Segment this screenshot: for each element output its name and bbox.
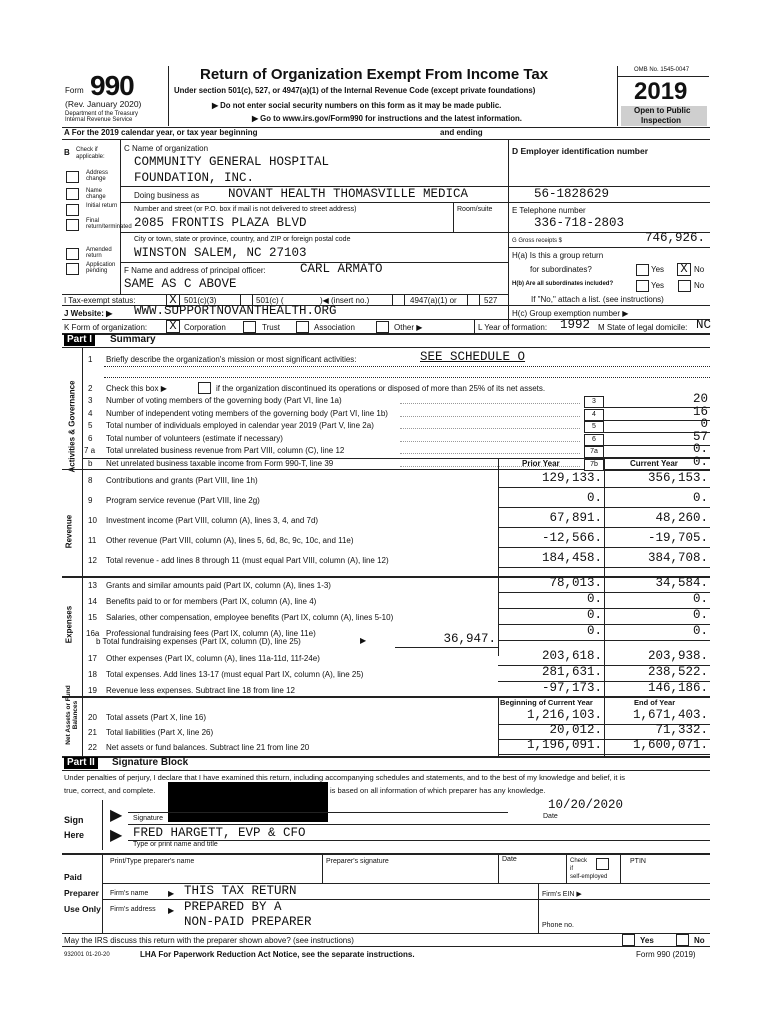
status-501c3-checkbox[interactable]: X (166, 294, 180, 307)
principal-officer-name: CARL ARMATO (300, 262, 383, 276)
tax-year-ending: and ending (440, 128, 483, 137)
firm-name-value: THIS TAX RETURN (184, 884, 297, 898)
principal-officer-address: SAME AS C ABOVE (124, 277, 237, 291)
line-number: 12 (88, 556, 97, 565)
trust-label: Trust (262, 323, 280, 332)
col-current-year: Current Year (630, 459, 678, 468)
line-rule (498, 507, 710, 508)
dept-treasury: Department of the Treasury (65, 111, 139, 117)
attach-list-note: If "No," attach a list. (see instructions) (531, 295, 664, 304)
current-year-value: 1,600,071. (632, 738, 708, 752)
part2-title: Signature Block (112, 757, 189, 768)
sign-arrow-1: ▶ (110, 807, 123, 824)
other-org-checkbox[interactable] (376, 321, 389, 333)
initial-return-label: Initial return (86, 203, 118, 209)
discuss-yes-checkbox[interactable] (622, 934, 635, 946)
line-label: Total liabilities (Part X, line 26) (106, 728, 214, 737)
line-label: Other revenue (Part VIII, column (A), lines 5, 6d, 8c, 9c, 10c, and 11e) (106, 536, 354, 545)
line-number: 19 (88, 686, 97, 695)
amended-return-label: Amended return (86, 247, 112, 259)
name-change-label: Name change (86, 188, 106, 200)
line1-label: Briefly describe the organization's mission or most significant activities: (106, 355, 357, 364)
gov-line-box: 5 (584, 421, 604, 433)
col-end-of-year: End of Year (634, 698, 676, 707)
current-year-value: 203,938. (647, 649, 708, 663)
dba-label: Doing business as (134, 191, 200, 200)
side-revenue: Revenue (64, 514, 74, 549)
gov-line-leader (400, 403, 580, 404)
final-return-label: Final return/terminated (86, 218, 132, 230)
trust-checkbox[interactable] (243, 321, 256, 333)
subordinates-yes-label: Yes (651, 281, 665, 290)
line-number: 17 (88, 654, 97, 663)
street-label: Number and street (or P.O. box if mail is not delivered to street address) (134, 206, 357, 213)
other-org-label: Other ▶ (394, 323, 423, 332)
line16b-value: 36,947. (443, 632, 496, 646)
group-return-yes-label: Yes (651, 265, 665, 274)
line-number: 16a (86, 629, 100, 638)
gov-line-leader (400, 416, 580, 417)
gov-line-label: Net unrelated business taxable income from Form 990-T, line 39 (106, 459, 334, 468)
line-number: 22 (88, 743, 97, 752)
prior-year-value: 67,891. (549, 511, 602, 525)
group-return-label: H(a) Is this a group return (512, 251, 604, 260)
open-to-public: Open to Public (634, 106, 691, 115)
city-state-zip: WINSTON SALEM, NC 27103 (134, 246, 307, 260)
subordinates-no-label: No (694, 281, 705, 290)
ein-label: D Employer identification number (512, 146, 649, 156)
prior-year-value: -12,566. (541, 531, 602, 545)
gov-line-value: 0. (692, 455, 708, 469)
prior-year-value: 184,458. (541, 551, 602, 565)
self-employed-checkbox[interactable] (596, 858, 609, 870)
line-label: Total expenses. Add lines 13-17 (must equal Part IX, column (A), line 25) (106, 670, 364, 679)
gov-line-number: 6 (88, 433, 93, 443)
status-501c-label: 501(c) ( (256, 296, 284, 305)
lha-notice: LHA For Paperwork Reduction Act Notice, see the separate instructions. (140, 950, 415, 959)
line2-number: 2 (88, 384, 93, 393)
check-if-label: if (570, 866, 573, 872)
current-year-value: 238,522. (647, 665, 708, 679)
signature-label: Signature (133, 815, 163, 822)
use-only-label: Use Only (64, 904, 101, 914)
line16b-arrow: ▶ (360, 636, 367, 645)
gov-line-leader (400, 441, 580, 442)
line2-description: if the organization discontinued its operations or disposed of more than 25% of its net assets. (216, 384, 546, 393)
line-number: 15 (88, 613, 97, 622)
prior-year-value: 0. (586, 491, 602, 505)
gov-line-box: 3 (584, 396, 604, 408)
line-rule (498, 567, 710, 568)
group-return-no-label: No (694, 265, 705, 274)
group-return-subordinates: for subordinates? (530, 265, 592, 274)
subordinates-no-checkbox[interactable] (678, 280, 691, 292)
prior-year-value: 281,631. (541, 665, 602, 679)
prior-year-value: 0. (586, 624, 602, 638)
part1-title: Summary (110, 334, 156, 345)
phone-no-label: Phone no. (542, 922, 574, 929)
gov-line-number: 5 (88, 421, 93, 431)
line-number: 18 (88, 670, 97, 679)
amended-return-checkbox[interactable] (66, 248, 79, 260)
line-label: Salaries, other compensation, employee benefits (Part IX, column (A), lines 5-10) (106, 613, 394, 622)
group-return-no-checkbox[interactable]: X (677, 263, 691, 276)
gov-line-value: 16 (692, 404, 708, 419)
col-prior-year: Prior Year (522, 459, 560, 468)
line-label: Revenue less expenses. Subtract line 18 from line 12 (106, 686, 295, 695)
line-number: 11 (88, 536, 97, 545)
discuss-no-label: No (694, 936, 705, 945)
line-rule (498, 697, 710, 698)
line-rule (498, 640, 710, 641)
city-label: City or town, state or province, country, and ZIP or foreign postal code (134, 236, 351, 243)
line1-mission: SEE SCHEDULE O (420, 350, 526, 364)
form-of-org-label: K Form of organization: (64, 323, 148, 332)
street-address: 2085 FRONTIS PLAZA BLVD (134, 216, 307, 230)
gov-line-box: 7b (584, 459, 604, 471)
form-number: 990 (90, 70, 134, 101)
gov-line-label: Total unrelated business revenue from Part VIII, column (C), line 12 (106, 446, 345, 456)
col-beginning-year: Beginning of Current Year (500, 698, 593, 707)
prior-year-value: 203,618. (541, 649, 602, 663)
dept-irs: Internal Revenue Service (65, 117, 133, 123)
preparer-date-label: Date (502, 856, 517, 863)
perjury-statement-1: Under penalties of perjury, I declare that I have examined this return, including accompanying schedules and statements, and to the best of my knowledge and belief, it is (64, 773, 626, 782)
gov-line-value: 0 (700, 417, 708, 432)
prior-year-value: 129,133. (541, 471, 602, 485)
form-reference: Form 990 (2019) (636, 950, 696, 959)
current-year-value: -19,705. (647, 531, 708, 545)
gov-line-leader (400, 453, 580, 454)
form-code: 932001 01-20-20 (64, 952, 110, 958)
line-number: 8 (88, 476, 93, 485)
firm-address-line2: NON-PAID PREPARER (184, 915, 312, 929)
line-number: 21 (88, 728, 97, 737)
line-number: 20 (88, 713, 97, 722)
check-if-applicable: Check if applicable: (76, 147, 105, 160)
prior-year-value: 0. (586, 592, 602, 606)
firm-name-label: Firm's name (110, 890, 149, 897)
prior-year-value: 1,216,103. (526, 708, 602, 722)
form-subtitle: Under section 501(c), 527, or 4947(a)(1) of the Internal Revenue Code (except private foundations) (174, 86, 536, 95)
org-name-line1: COMMUNITY GENERAL HOSPITAL (134, 155, 330, 169)
status-527-label: 527 (484, 296, 498, 305)
telephone-value: 336-718-2803 (534, 216, 625, 230)
discontinued-operations-checkbox[interactable] (198, 382, 211, 394)
current-year-value: 0. (692, 624, 708, 638)
line-rule (498, 754, 710, 755)
current-year-value: 356,153. (647, 471, 708, 485)
group-exemption-label: H(c) Group exemption number ▶ (512, 309, 629, 318)
current-year-value: 1,671,403. (632, 708, 708, 722)
current-year-value: 0. (692, 491, 708, 505)
current-year-value: 0. (692, 592, 708, 606)
part1-label: Part I (64, 334, 95, 346)
line-label: Benefits paid to or for members (Part IX, column (A), line 4) (106, 597, 317, 606)
ptin-label: PTIN (630, 858, 646, 865)
inspection: Inspection (641, 116, 682, 125)
line2-label: Check this box ▶ (106, 384, 167, 393)
gov-line-number: b (88, 459, 93, 468)
redaction-box (168, 782, 328, 822)
org-name-line2: FOUNDATION, INC. (134, 171, 255, 185)
line-label: Grants and similar amounts paid (Part IX, column (A), lines 1-3) (106, 581, 331, 590)
gov-line-number: 4 (88, 408, 93, 418)
signature-date: 10/20/2020 (548, 798, 624, 812)
current-year-value: 384,708. (647, 551, 708, 565)
tax-year-row: A For the 2019 calendar year, or tax year beginning (64, 128, 258, 137)
application-pending-checkbox[interactable] (66, 263, 79, 275)
ssn-note: ▶ Do not enter social security numbers on this form as it may be made public. (212, 101, 502, 110)
line-label: Professional fundraising fees (Part IX, column (A), line 11e) (106, 629, 316, 638)
firm-name-arrow: ▶ (168, 889, 175, 898)
dba-value: NOVANT HEALTH THOMASVILLE MEDICA (228, 187, 469, 201)
group-return-yes-checkbox[interactable] (636, 264, 649, 276)
check-label: Check (570, 858, 588, 864)
line-label: Total assets (Part X, line 16) (106, 713, 207, 722)
corporation-checkbox[interactable]: X (166, 320, 180, 333)
line-rule (498, 527, 710, 528)
gross-receipts-value: 746,926. (645, 231, 706, 245)
gov-line-box: 7a (584, 446, 604, 458)
current-year-value: 34,584. (655, 576, 708, 590)
line-label: Net assets or fund balances. Subtract line 21 from line 20 (106, 743, 310, 752)
gov-line-number: 3 (88, 396, 93, 405)
gov-line-value: 57 (692, 429, 708, 444)
line-rule (498, 487, 710, 488)
ein-value: 56-1828629 (534, 187, 610, 201)
line-number: 10 (88, 516, 97, 525)
line1-number: 1 (88, 355, 93, 364)
irs-discuss-question: May the IRS discuss this return with the preparer shown above? (see instructions) (64, 936, 354, 945)
perjury-statement-2a: true, correct, and complete. (64, 786, 156, 795)
line-label: Investment income (Part VIII, column (A), lines 3, 4, and 7d) (106, 516, 319, 525)
tax-year: 2019 (634, 78, 688, 105)
section-b-label: B (64, 148, 70, 157)
prior-year-value: 1,196,091. (526, 738, 602, 752)
address-change-label: Address change (86, 170, 109, 182)
preparer-name-label: Print/Type preparer's name (110, 858, 195, 865)
side-activities-governance: Activities & Governance (67, 380, 77, 473)
form-label: Form (65, 86, 84, 95)
gov-line-value: 0. (692, 442, 708, 457)
application-pending-label: Application pending (86, 262, 116, 274)
discuss-no-checkbox[interactable] (676, 934, 689, 946)
firm-address-line1: PREPARED BY A (184, 900, 282, 914)
gross-receipts-label: G Gross receipts $ (512, 238, 563, 244)
prior-year-value: 20,012. (549, 723, 602, 737)
prior-year-value: 0. (586, 608, 602, 622)
line-label: Total revenue - add lines 8 through 11 (must equal Part VIII, column (A), line 12) (106, 556, 389, 565)
omb-number: OMB No. 1545-0047 (634, 67, 690, 73)
gov-line-leader (400, 466, 580, 467)
address-change-checkbox[interactable] (66, 171, 79, 183)
line-label: Program service revenue (Part VIII, line 2g) (106, 496, 260, 505)
subordinates-included-label: H(b) Are all subordinates included? (512, 281, 614, 287)
initial-return-checkbox[interactable] (66, 204, 79, 216)
line-number: 9 (88, 496, 93, 505)
gov-line-label: Total number of individuals employed in calendar year 2019 (Part V, line 2a) (106, 421, 374, 431)
date-label: Date (543, 813, 558, 820)
legal-domicile-label: M State of legal domicile: (598, 323, 688, 332)
final-return-checkbox[interactable] (66, 219, 79, 231)
prior-year-value: -97,173. (541, 681, 602, 695)
discuss-yes-label: Yes (640, 936, 654, 945)
firm-ein-label: Firm's EIN ▶ (542, 891, 582, 898)
line16b-label: b Total fundraising expenses (Part IX, column (D), line 25) (96, 637, 301, 646)
principal-officer-label: F Name and address of principal officer: (124, 266, 266, 275)
gov-line-label: Number of independent voting members of the governing body (Part VI, line 1b) (106, 408, 388, 418)
association-label: Association (314, 323, 355, 332)
line-rule (498, 547, 710, 548)
gov-line-label: Number of voting members of the governing body (Part VI, line 1a) (106, 396, 342, 405)
telephone-label: E Telephone number (512, 206, 586, 215)
year-of-formation-label: L Year of formation: (478, 323, 548, 332)
sign-label: Sign (64, 815, 84, 825)
legal-domicile-value: NC (696, 318, 712, 332)
gov-line-leader (400, 428, 580, 429)
year-of-formation-value: 1992 (560, 318, 591, 332)
firm-address-label: Firm's address (110, 906, 156, 913)
name-change-checkbox[interactable] (66, 188, 79, 200)
status-insert-no: )◀ (insert no.) (320, 296, 370, 305)
firm-address-arrow: ▶ (168, 906, 175, 915)
gov-line-box: 4 (584, 409, 604, 421)
preparer-label: Preparer (64, 888, 99, 898)
current-year-value: 0. (692, 608, 708, 622)
self-employed-label: self-employed (570, 874, 608, 880)
gov-line-label: Total number of volunteers (estimate if necessary) (106, 433, 283, 443)
side-net-assets: Net Assets or Fund Balances (65, 685, 79, 745)
website-value: WWW.SUPPORTNOVANTHEALTH.ORG (134, 304, 337, 318)
org-name-label: C Name of organization (124, 144, 209, 153)
current-year-value: 71,332. (655, 723, 708, 737)
association-checkbox[interactable] (296, 321, 309, 333)
sign-arrow-2: ▶ (110, 827, 123, 844)
room-suite-label: Room/suite (457, 206, 493, 213)
current-year-value: 146,186. (647, 681, 708, 695)
status-4947-label: 4947(a)(1) or (410, 296, 457, 305)
prior-year-value: 78,013. (549, 576, 602, 590)
instructions-note: ▶ Go to www.irs.gov/Form990 for instructions and the latest information. (252, 114, 522, 123)
line-number: 14 (88, 597, 97, 606)
form-title: Return of Organization Exempt From Income Tax (200, 66, 549, 83)
line-number: 13 (88, 581, 97, 590)
here-label: Here (64, 830, 85, 840)
corporation-label: Corporation (184, 323, 226, 332)
line-label: Other expenses (Part IX, column (A), lines 11a-11d, 11f-24e) (106, 654, 320, 663)
perjury-statement-2b: is based on all information of which preparer has any knowledge. (330, 786, 546, 795)
tax-exempt-status-label: I Tax-exempt status: (64, 296, 136, 305)
gov-line-value: 20 (692, 392, 708, 406)
website-label: J Website: ▶ (64, 309, 113, 318)
paid-label: Paid (64, 872, 82, 882)
type-name-label: Type or print name and title (133, 841, 218, 848)
gov-line-number: 7 a (84, 446, 96, 456)
signer-name-title: FRED HARGETT, EVP & CFO (133, 826, 306, 840)
form-revision: (Rev. January 2020) (65, 99, 142, 109)
subordinates-yes-checkbox[interactable] (636, 280, 649, 292)
part2-label: Part II (64, 757, 98, 769)
current-year-value: 48,260. (655, 511, 708, 525)
preparer-signature-label: Preparer's signature (326, 858, 389, 865)
line-label: Contributions and grants (Part VIII, line 1h) (106, 476, 258, 485)
gov-line-box: 6 (584, 434, 604, 446)
side-expenses: Expenses (64, 605, 74, 644)
status-501c3-label: 501(c)(3) (184, 296, 217, 305)
